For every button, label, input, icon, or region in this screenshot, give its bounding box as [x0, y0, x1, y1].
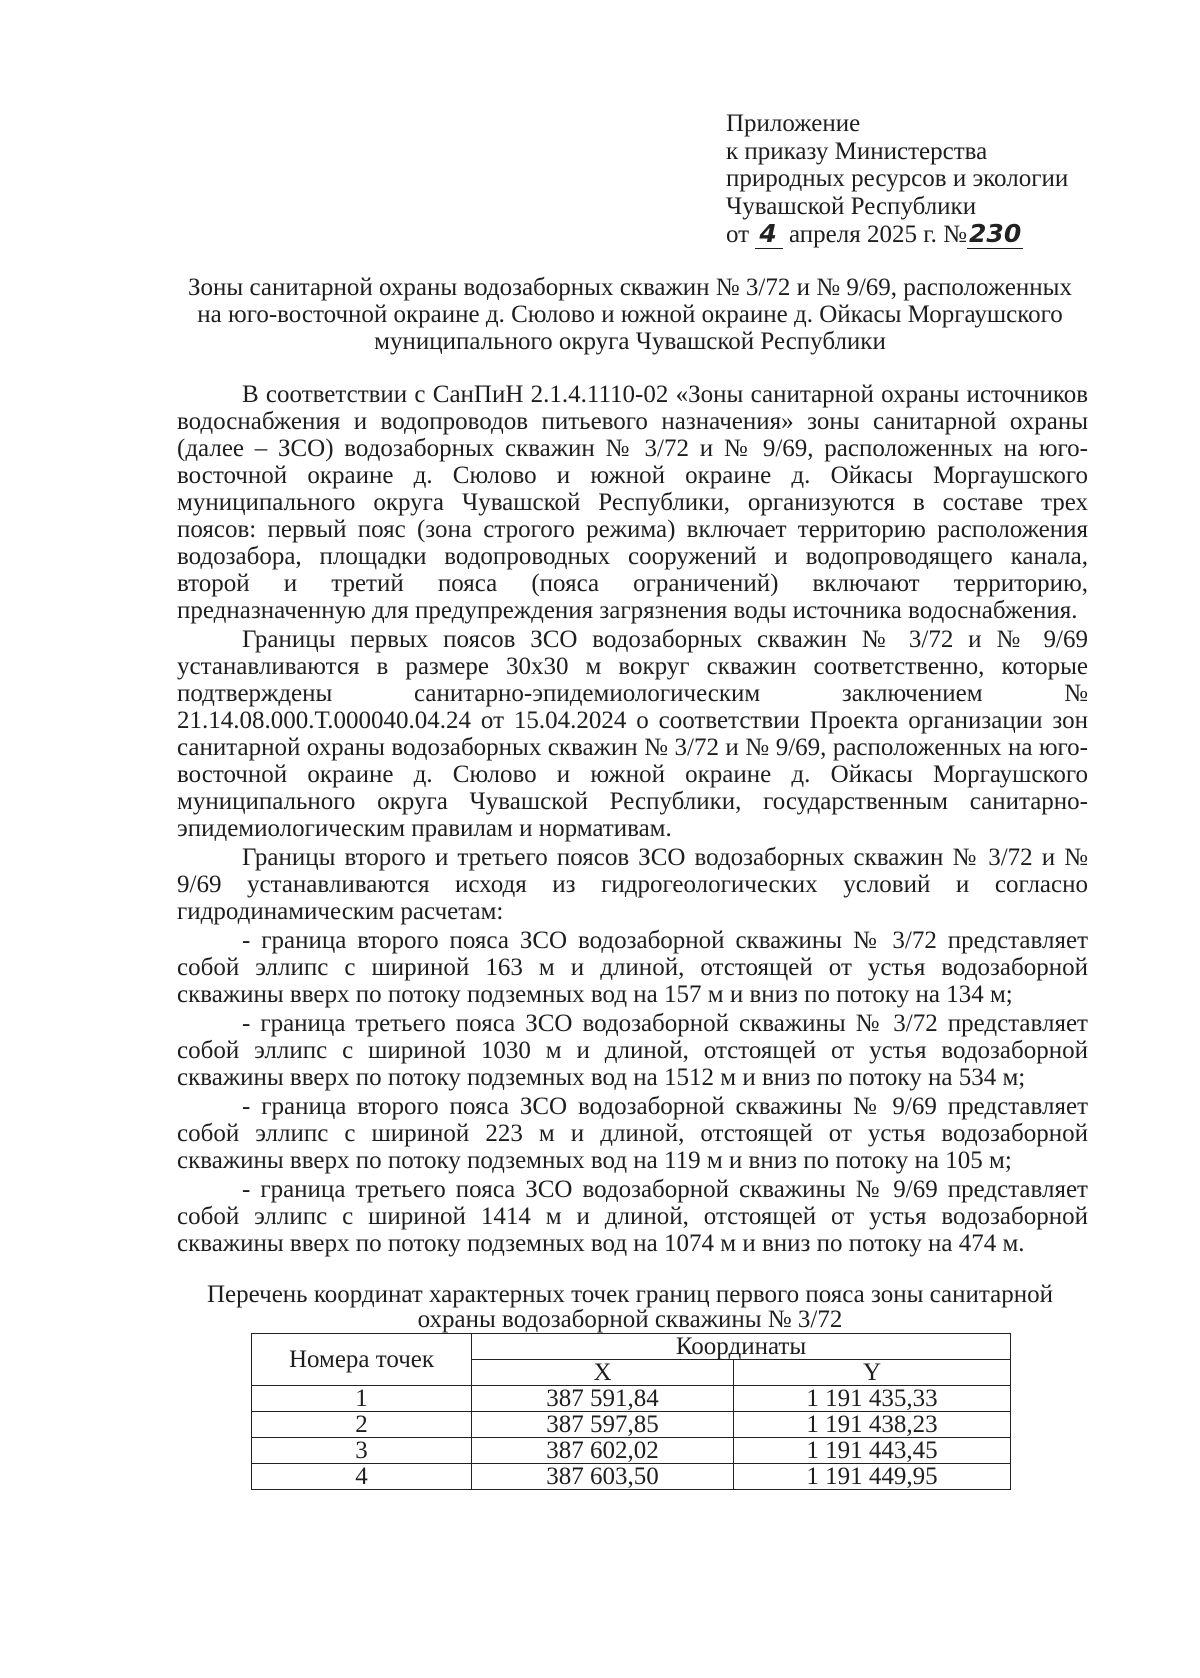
- title-line-3: муниципального округа Чувашской Республики: [374, 328, 886, 355]
- paragraph-5: - граница третьего пояса ЗСО водозаборной скважины № 3/72 представляет собой эллипс с шириной 1030 м и длиной, отстоящей от устья водозаборной скважины вверх по потоку подземных вод на 1512 м и вниз по потоку на 534 м;: [177, 1010, 1088, 1091]
- table-caption: [180, 1282, 1080, 1332]
- coord-x: 387 602,02: [472, 1438, 734, 1464]
- approval-line-3: природных ресурсов и экологии: [726, 165, 1069, 192]
- header-points: Номера точек: [252, 1334, 472, 1386]
- point-number: 4: [252, 1464, 472, 1490]
- approval-block: [726, 110, 1126, 249]
- point-number: 2: [252, 1412, 472, 1438]
- coord-y: 1 191 449,95: [734, 1464, 1011, 1490]
- date-prefix: от: [726, 221, 750, 248]
- point-number: 1: [252, 1386, 472, 1412]
- paragraph-6: - граница второго пояса ЗСО водозаборной скважины № 9/69 представляет собой эллипс с шириной 223 м и длиной, отстоящей от устья водозаборной скважины вверх по потоку подземных вод на 119 м и вниз по потоку на 105 м;: [177, 1093, 1088, 1174]
- paragraph-3: Границы второго и третьего поясов ЗСО водозаборных скважин № 3/72 и № 9/69 устанавливаются исходя из гидрогеологических условий и согласно гидродинамическим расчетам:: [177, 844, 1088, 925]
- coord-y: 1 191 438,23: [734, 1412, 1011, 1438]
- table-row: [252, 1464, 1011, 1490]
- approval-date-line: [726, 220, 1126, 249]
- coordinates-table: [251, 1333, 1011, 1490]
- title-line-2: на юго-восточной окраине д. Сюлово и южной окраине д. Ойкасы Моргаушского: [197, 301, 1063, 328]
- approval-line-1: Приложение: [726, 110, 861, 137]
- paragraph-4: - граница второго пояса ЗСО водозаборной скважины № 3/72 представляет собой эллипс с шириной 163 м и длиной, отстоящей от устья водозаборной скважины вверх по потоку подземных вод на 157 м и вниз по потоку на 134 м;: [177, 927, 1088, 1008]
- coord-x: 387 597,85: [472, 1412, 734, 1438]
- coord-y: 1 191 443,45: [734, 1438, 1011, 1464]
- table-caption-line-2: охраны водозаборной скважины № 3/72: [417, 1306, 843, 1333]
- date-rest: апреля 2025 г. №: [789, 221, 968, 248]
- point-number: 3: [252, 1438, 472, 1464]
- header-coordinates: Координаты: [472, 1334, 1011, 1360]
- header-x: X: [472, 1360, 734, 1386]
- approval-line-4: Чувашской Республики: [726, 192, 977, 220]
- table-row: [252, 1386, 1011, 1412]
- document-body: [177, 381, 1088, 1257]
- handwritten-day: 4: [755, 220, 782, 249]
- coord-x: 387 603,50: [472, 1464, 734, 1490]
- coord-y: 1 191 435,33: [734, 1386, 1011, 1412]
- paragraph-2: Границы первых поясов ЗСО водозаборных скважин № 3/72 и № 9/69 устанавливаются в размере 30х30 м вокруг скважин соответственно, которые подтверждены санитарно-эпидемиологическим заключением № 21.14.08.000.Т.000040.04.24 от 15.04.2024 о соответствии Проекта организации зон санитарной охраны водозаборных скважин № 3/72 и № 9/69, расположенных на юго-восточной окраине д. Сюлово и южной окраине д. Ойкасы Моргаушского муниципального округа Чувашской Республики, государственным санитарно-эпидемиологическим правилам и нормативам.: [177, 626, 1088, 842]
- title-line-1: Зоны санитарной охраны водозаборных скважин № 3/72 и № 9/69, расположенных: [188, 274, 1072, 301]
- table-caption-line-1: Перечень координат характерных точек границ первого пояса зоны санитарной: [207, 1281, 1053, 1308]
- handwritten-order-number: 230: [969, 219, 1022, 248]
- table-row: [252, 1438, 1011, 1464]
- approval-line-2: к приказу Министерства: [726, 137, 988, 165]
- coord-x: 387 591,84: [472, 1386, 734, 1412]
- paragraph-7: - граница третьего пояса ЗСО водозаборной скважины № 9/69 представляет собой эллипс с шириной 1414 м и длиной, отстоящей от устья водозаборной скважины вверх по потоку подземных вод на 1074 м и вниз по потоку на 474 м.: [177, 1176, 1088, 1257]
- table-row: [252, 1412, 1011, 1438]
- document-title: [160, 274, 1100, 355]
- paragraph-1: В соответствии с СанПиН 2.1.4.1110-02 «Зоны санитарной охраны источников водоснабжения и водопроводов питьевого назначения» зоны санитарной охраны (далее – ЗСО) водозаборных скважин № 3/72 и № 9/69, расположенных на юго-восточной окраине д. Сюлово и южной окраине д. Ойкасы Моргаушского муниципального округа Чувашской Республики, организуются в составе трех поясов: первый пояс (зона строгого режима) включает территорию расположения водозабора, площадки водопроводных сооружений и водопроводящего канала, второй и третий пояса (пояса ограничений) включают территорию, предназначенную для предупреждения загрязнения воды источника водоснабжения.: [177, 381, 1088, 624]
- header-y: Y: [734, 1360, 1011, 1386]
